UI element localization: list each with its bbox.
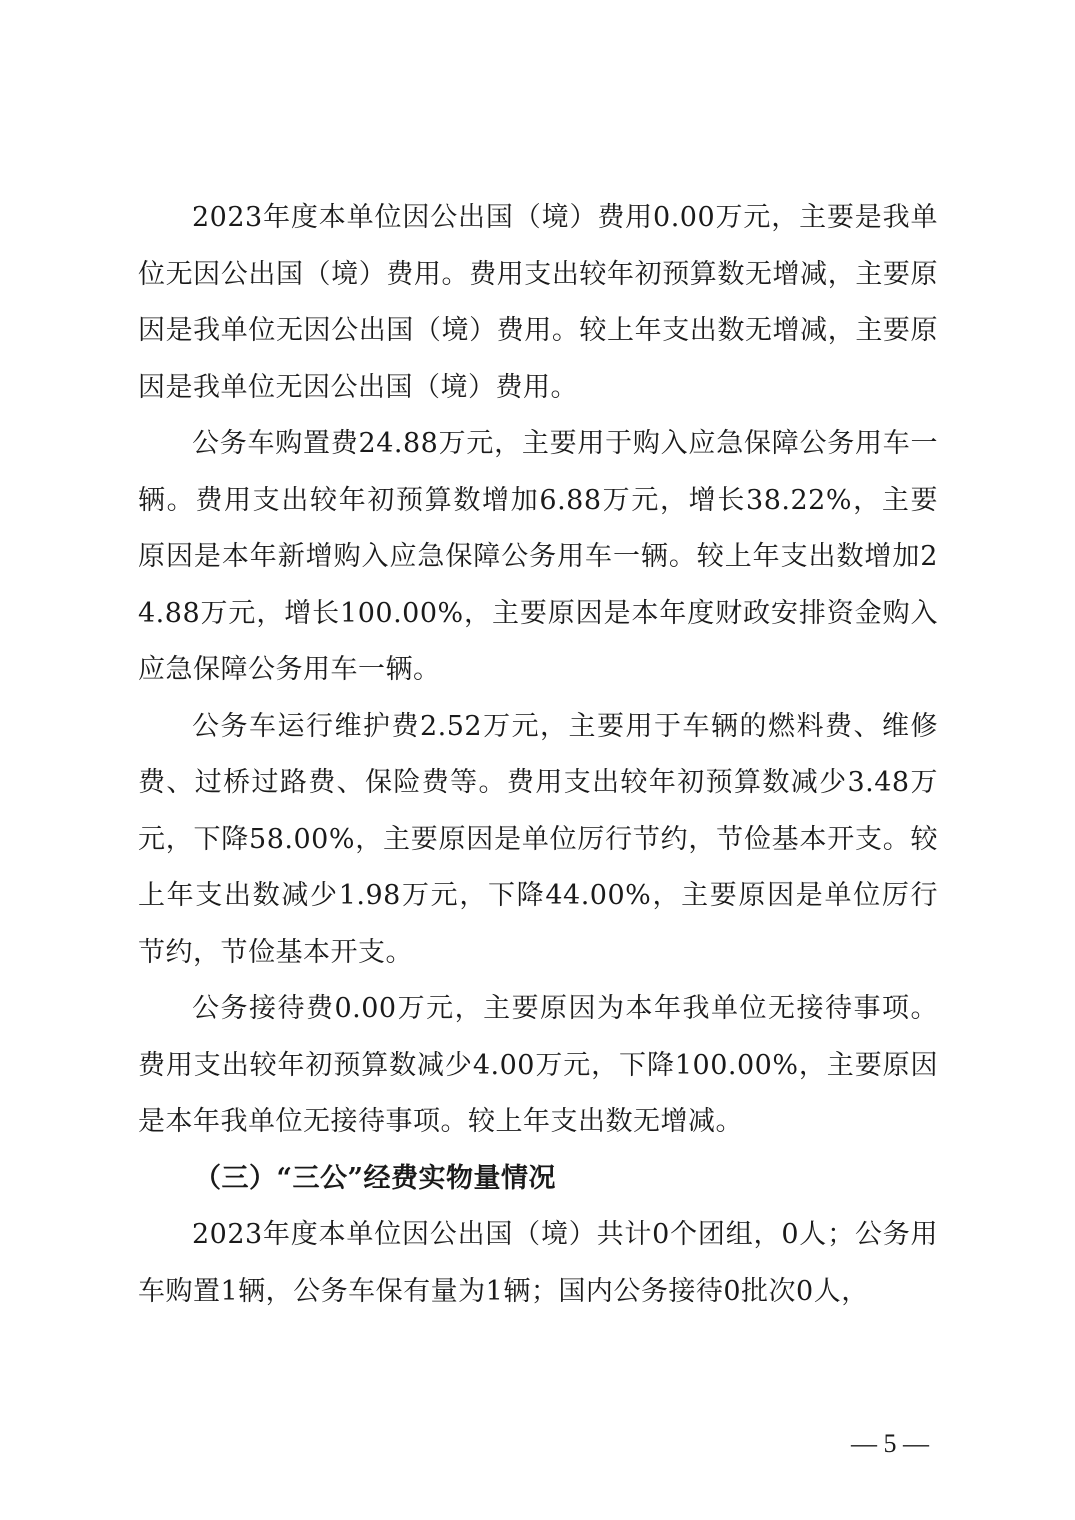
page-number: — 5 — (851, 1429, 929, 1458)
paragraph-overseas-travel: 2023年度本单位因公出国（境）费用0.00万元，主要是我单位无因公出国（境）费用。费用支出较年初预算数无增减，主要原因是我单位无因公出国（境）费用。较上年支出数无增减，主要原因是我单位无因公出国（境）费用。 (138, 202, 938, 403)
paragraph-physical-quantity: 2023年度本单位因公出国（境）共计0个团组，0人；公务用车购置1辆，公务车保有量为1辆；国内公务接待0批次0人， (138, 1219, 938, 1307)
document-body (138, 190, 938, 1320)
paragraph-vehicle-maintenance: 公务车运行维护费2.52万元，主要用于车辆的燃料费、维修费、过桥过路费、保险费等。费用支出较年初预算数减少3.48万元，下降58.00%，主要原因是单位厉行节约，节俭基本开支。较上年支出数减少1.98万元，下降44.00%，主要原因是单位厉行节约，节俭基本开支。 (138, 710, 938, 968)
section-heading: （三）“三公”经费实物量情况 (194, 1162, 557, 1194)
paragraph-reception: 公务接待费0.00万元，主要原因为本年我单位无接待事项。费用支出较年初预算数减少4.00万元，下降100.00%，主要原因是本年我单位无接待事项。较上年支出数无增减。 (138, 993, 938, 1137)
paragraph-vehicle-purchase: 公务车购置费24.88万元，主要用于购入应急保障公务用车一辆。费用支出较年初预算数增加6.88万元，增长38.22%，主要原因是本年新增购入应急保障公务用车一辆。较上年支出数增加24.88万元，增长100.00%，主要原因是本年度财政安排资金购入应急保障公务用车一辆。 (138, 428, 938, 685)
